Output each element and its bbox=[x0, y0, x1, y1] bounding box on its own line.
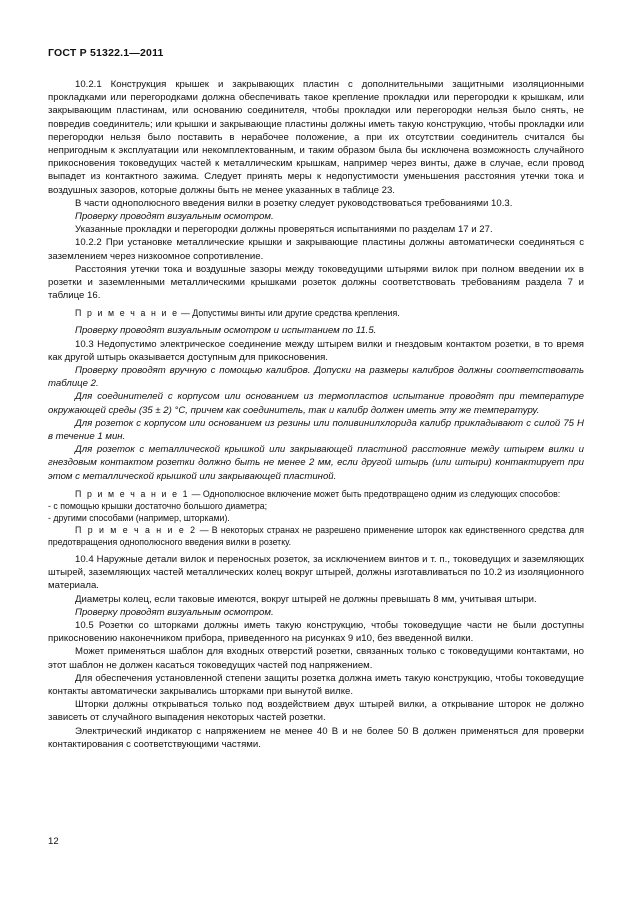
paragraph-10-2-1: 10.2.1 Конструкция крышек и закрывающих пластин с дополнительными защитными изоляционными прокладками или перегородками должна обеспечивать такое крепление прокладки или перегородки к крышкам, или закрывающим пластинам, или основанию соединителя, чтобы прокладки или перегородки нельзя было снять, не повредив соединитель; или крышки и закрывающие пластины должны иметь такую конструкцию, чтобы прокладки или перегородки нельзя было поставить в нерабочее положение, а при их отсутствии соединитель считался бы непригодным к эксплуатации или некомплектованным, и таким образом была бы исключена возможность случайного прикосновения токоведущих частей к металлическим крышкам, например через винты, даже в случае, если провод выпадет из контактного зажима. Следует принять меры к недопустимости уменьшения расстояния утечки тока и воздушных зазоров, которые должны быть не менее указанных в таблице 23. bbox=[48, 79, 584, 196]
page-number: 12 bbox=[48, 836, 59, 847]
paragraph-shutters-open: Шторки должны открываться только под воздействием двух штырей вилки, а открывание шторок не должно зависеть от случайного выпадения некоторых частей розетки. bbox=[48, 699, 584, 724]
note-1-item-2: - другими способами (например, шторками). bbox=[48, 512, 230, 523]
paragraph-metal-cover: Для розеток с металлической крышкой или закрывающей пластиной расстояние между штырем вилки и гнездовым контактом розетки должно быть не менее 2 мм, если другой штырь (или штыри) контактирует при этом с металлической крышкой или закрывающей пластиной. bbox=[48, 444, 584, 482]
note-1-label: П р и м е ч а н и е 1 bbox=[75, 488, 190, 499]
paragraph-test-sections: Указанные прокладки и перегородки должны проверяться испытаниями по разделам 17 и 27. bbox=[75, 224, 493, 236]
note-2-text: — В некоторых странах не разрешено применение шторок как единственного средства для предотвращения однополюсного введения вилки в розетку. bbox=[48, 524, 584, 547]
note-1-text: — Однополюсное включение может быть предотвращено одним из следующих способов: bbox=[189, 488, 561, 499]
paragraph-protection-degree: Для обеспечения установленной степени защиты розетка должна иметь такую конструкцию, чтобы токоведущие контакты автоматически закрывались шторками при вынутой вилке. bbox=[48, 672, 584, 697]
paragraph-10-5: 10.5 Розетки со шторками должны иметь такую конструкцию, чтобы токоведущие части не были доступны прикосновению наконечником прибора, приведенного на рисунках 9 и10, без введенной вилки. bbox=[48, 619, 584, 645]
paragraph-check-visual-2: Проверку проводят визуальным осмотром. bbox=[75, 606, 274, 618]
paragraph-template: Может применяться шаблон для входных отверстий розетки, связанных только с токоведущими контактами, но этот шаблон не должен касаться токоведущих частей под напряжением. bbox=[48, 646, 584, 671]
paragraph-single-pole: В части однополюсного введения вилки в розетку следует руководствоваться требованиями 10.3. bbox=[75, 197, 513, 209]
document-header: ГОСТ Р 51322.1—2011 bbox=[48, 47, 164, 59]
paragraph-check-visual-11-5: Проверку проводят визуальным осмотром и испытанием по 11.5. bbox=[75, 325, 377, 337]
paragraph-10-3: 10.3 Недопустимо электрическое соединение между штырем вилки и гнездовым контактом розетки, в то время как другой штырь оказывается доступным для прикосновения. bbox=[48, 338, 584, 363]
note-fasteners bbox=[48, 307, 584, 319]
paragraph-ring-diameter: Диаметры колец, если таковые имеются, вокруг штырей не должны превышать 8 мм, учитывая штыри. bbox=[75, 593, 537, 605]
note-label: П р и м е ч а н и е bbox=[75, 308, 179, 319]
paragraph-10-2-2: 10.2.2 При установке металлические крышки и закрывающие пластины должны автоматически соединяться с заземлением через низкоомное сопротивление. bbox=[48, 237, 584, 262]
paragraph-check-visual: Проверку проводят визуальным осмотром. bbox=[75, 211, 274, 223]
paragraph-rubber-pvc: Для розеток с корпусом или основанием из резины или поливинилхлорида калибр прикладывают с силой 75 Н в течение 1 мин. bbox=[48, 417, 584, 443]
paragraph-check-gauges: Проверку проводят вручную с помощью калибров. Допуски на размеры калибров должны соответствовать таблице 2. bbox=[48, 365, 584, 390]
paragraph-thermoplastic: Для соединителей с корпусом или основанием из термопластов испытание проводят при температуре окружающей среды (35 ± 2) °С, причем как соединитель, так и калибр должен иметь эту же температуру. bbox=[48, 391, 584, 416]
paragraph-10-4: 10.4 Наружные детали вилок и переносных розеток, за исключением винтов и т. п., токоведущих и заземляющих штырей, заземляющих частей металлических колец вокруг штырей, должны изготавливаться по 10.2 из изоляционного материала. bbox=[48, 553, 584, 592]
note-1-item-1: - с помощью крышки достаточно большого диаметра; bbox=[48, 500, 268, 511]
paragraph-indicator: Электрический индикатор с напряжением не менее 40 В и не более 50 В должен применяться для проверки контактирования с соответствующими частями. bbox=[48, 725, 584, 750]
note-1 bbox=[48, 488, 584, 500]
note-2 bbox=[48, 524, 584, 548]
document-body bbox=[48, 78, 584, 751]
note-text: — Допустимы винты или другие средства крепления. bbox=[178, 308, 400, 319]
note-2-label: П р и м е ч а н и е 2 bbox=[75, 524, 197, 535]
paragraph-creepage: Расстояния утечки тока и воздушные зазоры между токоведущими штырями вилок при полном введении их в розетки и заземленными металлическими крышками розеток должны соответствовать требованиям раздела 7 и таблице 16. bbox=[48, 263, 584, 302]
